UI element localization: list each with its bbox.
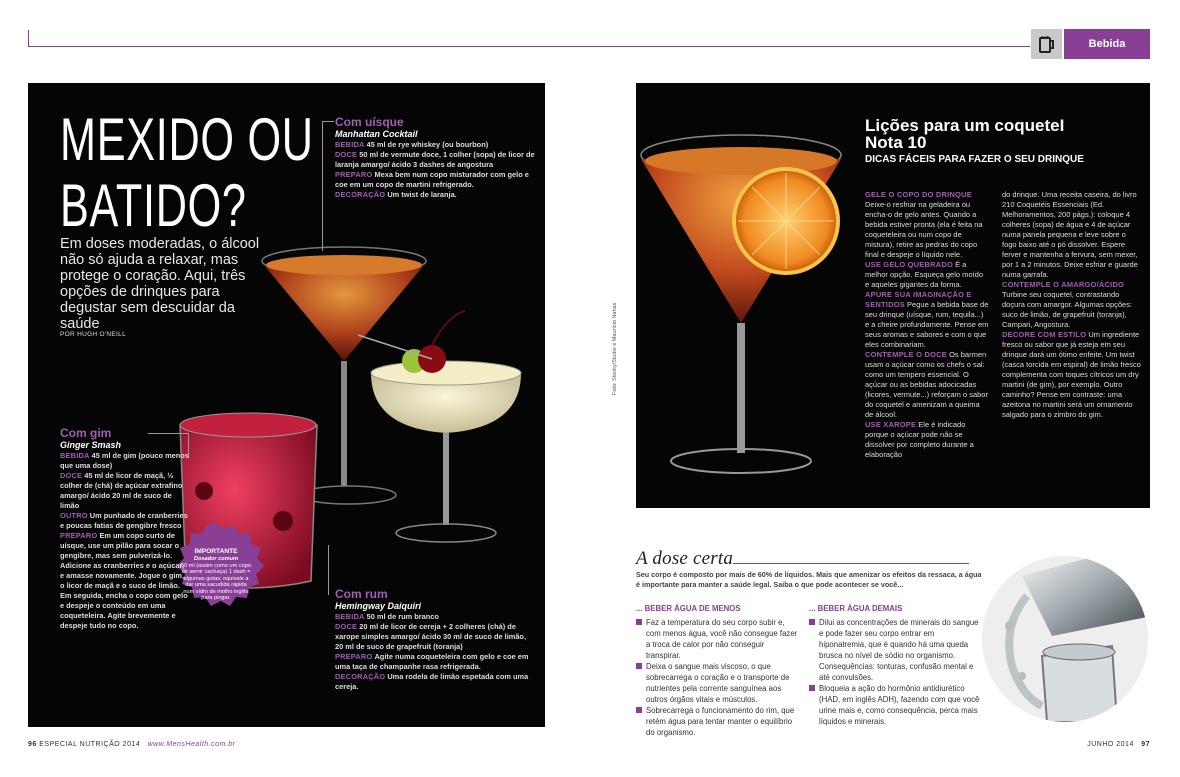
recipe-row: DECORAÇÃO Uma rodela de limão espetada com uma cereja. — [335, 672, 529, 691]
byline: POR HUGH O'NEILL — [60, 331, 126, 338]
tips-column-2 — [1002, 190, 1142, 420]
tip: do drinque. Uma receita caseira, do livro 210 Coquetéis Essenciais (Ed. Melhoramentos, 200 págs.): coloque 4 colheres (sopa) de água e 4 de açúcar numa panela pequena e leve sobre o fogo baixo até o pó dissolver. Espere ferver e mantenha a fervura, sem mexer, por 1 a 2 minutos. Deixe esfriar e guarde numa garrafa. — [1002, 190, 1138, 279]
badge-title: IMPORTANTE — [194, 548, 238, 555]
issue-label-right: JUNHO 2014 — [1087, 741, 1134, 748]
beer-mug-icon — [1031, 29, 1062, 59]
recipe-row: PREPARO Agite numa coqueteleira com gelo e coe em uma taça de champanhe rasa refrigerada. — [335, 652, 529, 671]
recipe-row: BEBIDA 50 ml de rum branco — [335, 612, 439, 621]
recipe-row: DOCE 45 ml de licor de maçã, ½ colher de (chá) de açúcar extrafino amargo/ ácido 20 ml de suco de limão — [60, 471, 183, 510]
badge-text: 50 ml (assim como um copo de servir cachaça) 1 dash = algumas gotas; equivale a dar uma sacudida rápida num vidro de molho inglês para pingar. — [181, 562, 251, 601]
list-item: Faz a temperatura do seu corpo subir e, com menos água, você não consegue fazer a troca de calor por não conseguir transpirar. — [636, 617, 798, 661]
dose-column-more — [809, 603, 981, 727]
left-feature-panel — [28, 83, 545, 727]
tip: USE GELO QUEBRADO É a melhor opção. Esqueça gelo moído e aqueles gigantes da forma. — [865, 260, 983, 289]
feature-title — [60, 107, 314, 239]
tip: APURE SUA IMAGINAÇÃO E SENTIDOS Pegue a bebida base de seu drinque (uísque, rum, tequila...) e a cheire profundamente. Pense em seus aromas e sabores e com o que eles combinariam. — [865, 290, 989, 349]
footer-right — [1087, 741, 1150, 748]
dose-column-head: ... BEBER ÁGUA DE MENOS — [636, 604, 741, 613]
callout-line — [328, 545, 329, 595]
right-tips-panel — [636, 83, 1150, 508]
section-tab: Bebida — [1064, 29, 1150, 59]
recipe-row: DOCE 50 ml de vermute doce, 1 colher (sopa) de licor de laranja amargo/ ácido 3 dashes de angostura — [335, 150, 535, 169]
site-link[interactable]: www.MensHealth.com.br — [147, 741, 236, 748]
tip: DECORE COM ESTILO Um ingrediente fresco ou sabor que já esteja em seu drinque dará um ótimo enfeite. Um twist (casca torcida em espiral) de limão fresco complementa com toques cítricos um dry martini (de gim), por exemplo. Outro caminho? Pense em contraste: uma azeitona no martini será um ornamento salgado para o zimbro do gim. — [1002, 330, 1141, 419]
header-rule — [28, 46, 1030, 47]
tip: CONTEMPLE O AMARGO/ÁCIDO Turbine seu coquetel, contrastando doçura com amargor. Algumas opções: suco de limão, de grapefruit (toranja), Campari, Angostura. — [1002, 280, 1133, 329]
header-rule-tick — [28, 30, 29, 47]
recipe-row: OUTRO Um punhado de cranberries e poucas fatias de gengibre fresco — [60, 511, 188, 530]
bullet-square-icon — [809, 619, 815, 625]
title-line-1: MEXIDO OU — [60, 106, 314, 173]
recipe-row: BEBIDA 45 ml de rye whiskey (ou bourbon) — [335, 140, 489, 149]
callout-line — [322, 121, 323, 251]
recipe-row: DECORAÇÃO Um twist de laranja. — [335, 190, 457, 199]
recipe-gin — [60, 427, 190, 631]
recipe-row: DOCE 20 ml de licor de cereja + 2 colheres (chá) de xarope simples amargo/ ácido 30 ml de suco de limão, 20 ml de suco de grapefruit (toranja) — [335, 622, 526, 651]
tip: GELE O COPO DO DRINQUE Deixe-o resfriar na geladeira ou encha-o de gelo antes. Quando a bebida estiver pronta (ela é feita na coqueteleira ou num copo de mistura), retire as pedras do copo final e despeje o líquido nele. — [865, 190, 983, 259]
bullet-square-icon — [636, 707, 642, 713]
dose-column-less — [636, 603, 798, 738]
feature-subtitle: Em doses moderadas, o álcool não só ajuda a relaxar, mas protege o coração. Aqui, três opções de drinques para degustar sem descuidar da saúde — [60, 236, 260, 332]
issue-label-left: ESPECIAL NUTRIÇÃO 2014 — [39, 741, 141, 748]
bullet-square-icon — [636, 619, 642, 625]
important-badge — [180, 548, 252, 602]
recipe-name: Manhattan Cocktail — [335, 129, 418, 139]
footer-left — [28, 741, 236, 748]
recipe-rum — [335, 588, 535, 692]
water-splash-photo — [982, 556, 1148, 722]
recipe-head: Com uísque — [335, 115, 404, 129]
tip: USE XAROPE Ele é indicado porque o açúcar pode não se dissolver por completo durante a elaboração — [865, 420, 974, 459]
recipe-row: PREPARO Mexa bem num copo misturador com gelo e coe em um copo de martini refrigerado. — [335, 170, 529, 189]
tip: CONTEMPLE O DOCE Os barmen usam o açúcar como os chefs o sal: como um tempero essencial. O açúcar ou as bebidas adocicadas (licores, vermute...) reforçam o sabor do coquetel e amenizam a queima de álcool. — [865, 350, 988, 419]
list-item: Dilui as concentrações de minerais do sangue e pode fazer seu corpo entrar em hiponatremia, que é quando há uma queda brusca no nível de sódio no organismo. Consequências: tonturas, confusão mental e até convulsões. — [809, 617, 981, 683]
recipe-head: Com gim — [60, 426, 112, 440]
manhattan-photo — [636, 83, 866, 508]
recipe-row: PREPARO Em um copo curto de uísque, use um pilão para socar o gengibre, mas sem pulverizá-lo. Adicione as cranberries e o açúcar, e amasse novamente. Jogue o gim, o licor de maçã e o suco de limão. Em seguida, encha o copo com gelo e despeje o conteúdo em uma coqueteleira. Agite brevemente e despeje tudo no copo. — [60, 531, 188, 630]
tips-title: Lições para um coqueteI Nota 10 — [865, 116, 1065, 152]
page-number-right: 97 — [1141, 741, 1150, 748]
recipe-row: BEBIDA 45 ml de gim (pouco menos que uma dose) — [60, 451, 189, 470]
dose-intro: Seu corpo é composto por mais de 60% de líquidos. Mais que amenizar os efeitos da ressaca, a água é importante para manter a saúde legal. Saiba o que pode acontecer se você... — [636, 570, 982, 589]
tips-subtitle: DICAS FÁCEIS PARA FAZER O SEU DRINQUE — [865, 154, 1084, 165]
list-item: Bloqueia a ação do hormônio antidiurético (HAD, em inglês ADH), fazendo com que você urine mais e, como consequência, perca mais líquidos e minerais. — [809, 683, 981, 727]
tips-column-1 — [865, 190, 989, 460]
dose-title: A dose certa — [636, 548, 734, 569]
recipe-name: Ginger Smash — [60, 440, 122, 450]
list-item: Sobrecarrega o funcionamento do rim, que retém água para tentar manter o equilíbrio do organismo. — [636, 705, 798, 738]
dose-rule — [733, 563, 969, 564]
dose-column-head: ... BEBER ÁGUA DEMAIS — [809, 604, 903, 613]
recipe-whisky — [335, 116, 535, 200]
photo-credit: Foto: Stocky/Studio e Maurício Nahas — [612, 302, 618, 395]
bullet-square-icon — [809, 685, 815, 691]
recipe-name: Hemingway Daiquiri — [335, 601, 422, 611]
recipe-head: Com rum — [335, 587, 388, 601]
page-number-left: 96 — [28, 741, 37, 748]
badge-subtitle: Dosador comum — [193, 556, 239, 562]
title-line-2: BATIDO? — [60, 172, 247, 239]
bullet-square-icon — [636, 663, 642, 669]
callout-line — [322, 121, 334, 122]
list-item: Deixa o sangue mais viscoso, o que sobrecarrega o coração e o transporte de nutrientes pela corrente sanguínea aos outros órgãos vitais e músculos. — [636, 661, 798, 705]
